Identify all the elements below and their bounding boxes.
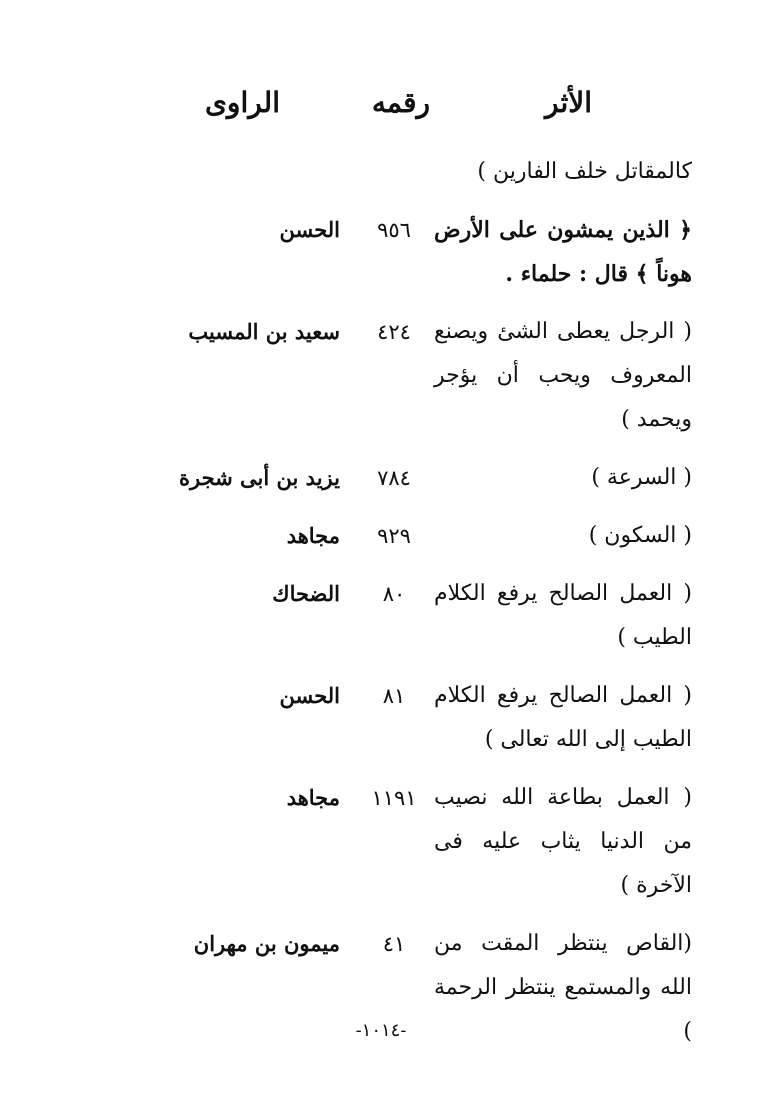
- athar-number: ٩٥٦: [377, 218, 411, 242]
- narrator-name: سعيد بن المسيب: [188, 319, 340, 344]
- athar-text: ( الرجل يعطى الشئ ويصنع المعروف ويحب أن يؤجر ويحمد ): [434, 319, 692, 432]
- narrator-name: الضحاك: [272, 581, 340, 606]
- athar-text: ( العمل الصالح يرفع الكلام الطيب إلى الله تعالى ): [434, 683, 692, 752]
- narrator-name: مجاهد: [286, 523, 340, 548]
- athar-text: ( العمل الصالح يرفع الكلام الطيب ): [434, 581, 692, 650]
- page-number: -١٠١٤-: [355, 1020, 407, 1041]
- athar-text: (القاص ينتظر المقت من الله والمستمع ينتظر الرحمة ): [434, 931, 692, 1044]
- athar-text: ( السرعة ): [591, 465, 692, 490]
- table-row: [132, 572, 692, 660]
- narrator-name: ميمون بن مهران: [193, 931, 340, 956]
- athar-number: ٩٢٩: [377, 524, 411, 548]
- table-row: [132, 674, 692, 762]
- athar-number: ١١٩١: [371, 786, 417, 810]
- athar-text: ( العمل بطاعة الله نصيب من الدنيا يثاب عليه فى الآخرة ): [434, 785, 692, 898]
- header-number: رقمه: [371, 86, 430, 119]
- athar-number: ٤١: [382, 932, 406, 956]
- athar-number: ٨٠: [382, 582, 406, 606]
- narrator-name: الحسن: [279, 217, 340, 242]
- athar-text: ﴿ الذين يمشون على الأرض هوناً ﴾ قال : حلماء .: [434, 217, 692, 287]
- table-row: [132, 776, 692, 908]
- athar-number: ٧٨٤: [377, 466, 411, 490]
- athar-number: ٨١: [382, 684, 406, 708]
- athar-text: كالمقاتل خلف الفارين ): [477, 159, 692, 184]
- table-row: [132, 310, 692, 442]
- entries-list: [132, 150, 692, 1068]
- table-row: [132, 150, 692, 194]
- athar-text: ( السكون ): [588, 523, 692, 548]
- narrator-name: مجاهد: [286, 785, 340, 810]
- narrator-name: الحسن: [279, 683, 340, 708]
- table-row: [132, 208, 692, 296]
- header-athar: الأثر: [545, 86, 592, 119]
- table-header: [150, 86, 610, 130]
- athar-number: ٤٢٤: [377, 320, 411, 344]
- table-row: [132, 456, 692, 500]
- table-row: [132, 514, 692, 558]
- header-narrator: الراوى: [205, 86, 280, 119]
- narrator-name: يزيد بن أبى شجرة: [179, 465, 340, 490]
